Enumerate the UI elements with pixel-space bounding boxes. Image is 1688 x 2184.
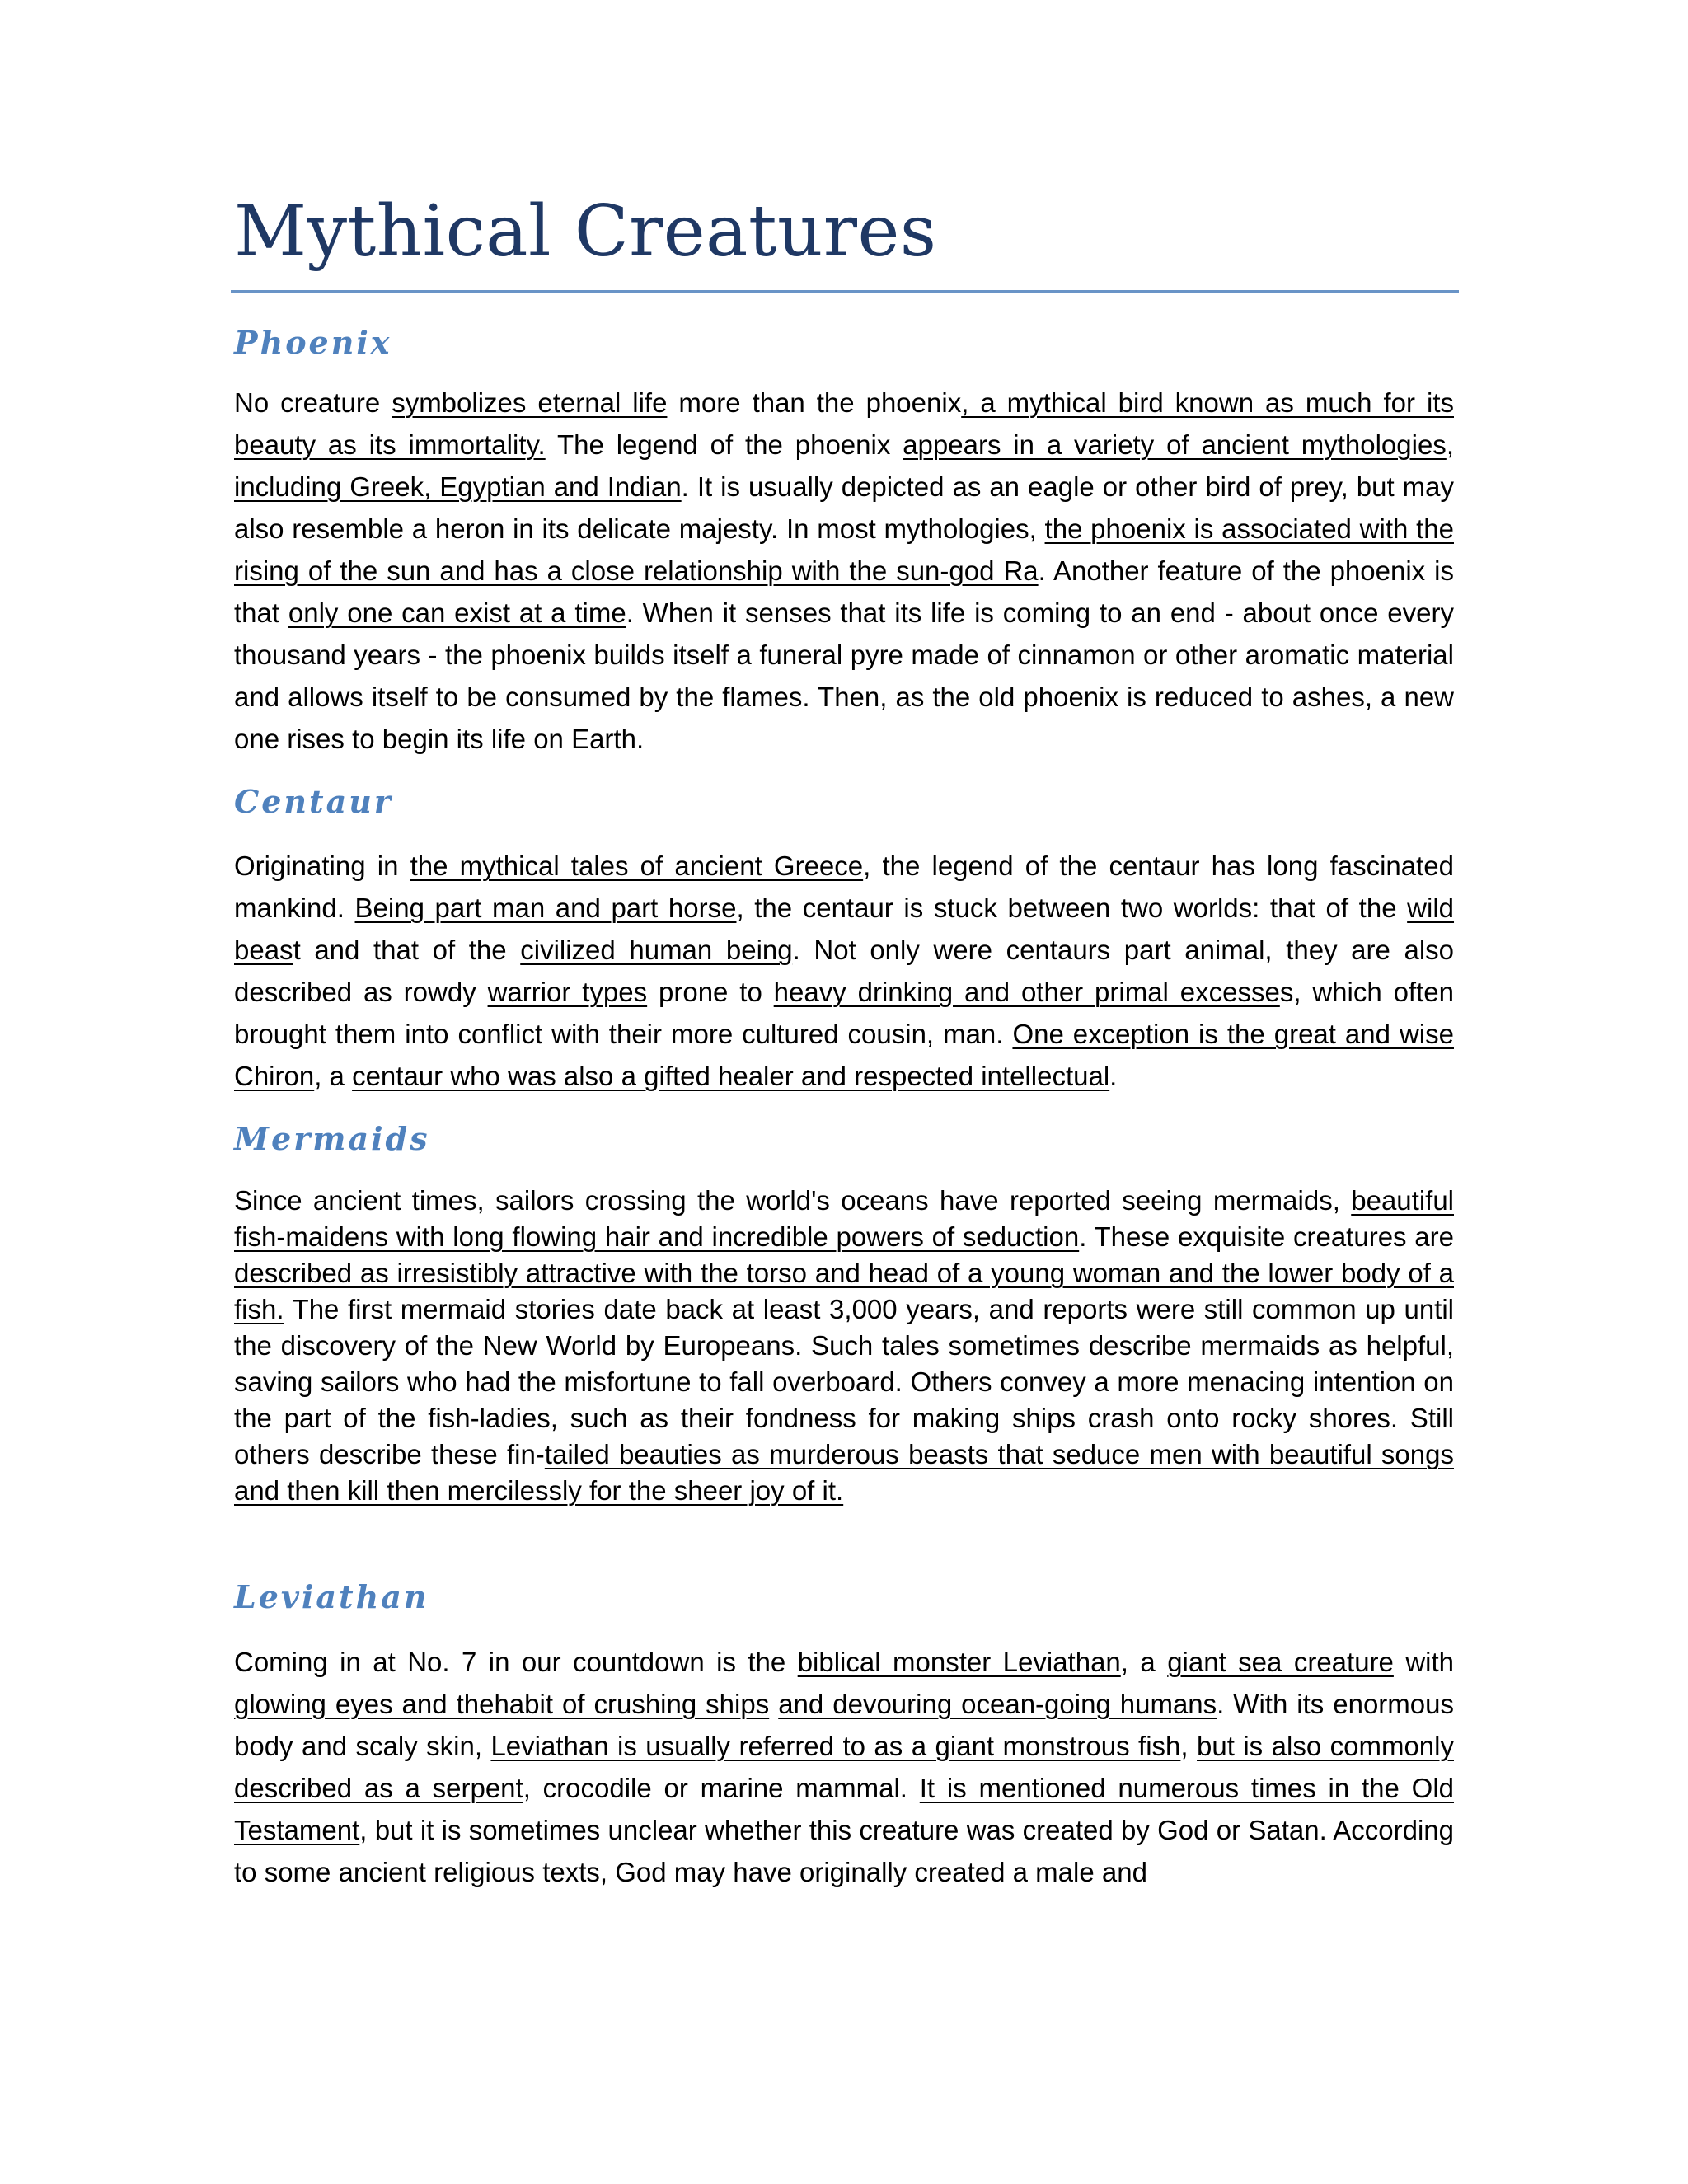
underlined-text-segment: symbolizes eternal life: [392, 387, 668, 418]
underlined-text-segment: described as irresistibly attractive with the torso and head of a young woman and the lower body of a fish.: [234, 1257, 1454, 1324]
underlined-text-segment: beautiful fish-maidens with long flowing hair and incredible powers of seduction: [234, 1184, 1454, 1252]
underlined-text-segment: tailed beauties as murderous beasts that seduce men with beautiful songs and then kill then mercilessly for the sheer joy of it.: [234, 1438, 1454, 1506]
text-segment: t and that of the: [293, 935, 521, 966]
underlined-text-segment: It is mentioned numerous times in the Old Testament: [234, 1772, 1454, 1845]
underlined-text-segment: glowing eyes and thehabit of crushing ships: [234, 1688, 770, 1719]
section-heading-phoenix: Phoenix: [234, 324, 392, 362]
text-segment: s, which often brought them into conflict with their more cultured cousin, man.: [234, 977, 1454, 1050]
text-segment: Since ancient times, sailors crossing the world's oceans have reported seeing mermaids,: [234, 1184, 1352, 1216]
underlined-text-segment: One exception is the great and wise Chiron: [234, 1019, 1454, 1092]
text-segment: . When it senses that its life is coming to an end - about once every thousand years - the phoenix builds itself a funeral pyre made of cinnamon or other aromatic material and allows itself to be consumed by the flames. Then, as the old phoenix is reduced to ashes, a new one rises to begin its life on Earth.: [234, 597, 1454, 754]
underlined-text-segment: wild beas: [234, 893, 1455, 966]
text-segment: ,: [1180, 1730, 1198, 1761]
underlined-text-segment: giant sea creature: [1167, 1646, 1394, 1677]
text-segment: The legend of the phoenix: [545, 429, 903, 460]
underlined-text-segment: including Greek, Egyptian and Indian: [234, 471, 682, 502]
text-segment: , the centaur is stuck between two worlds: that of the: [736, 893, 1408, 924]
section-paragraph-mermaids: [234, 1183, 1454, 1509]
section-heading-centaur: Centaur: [234, 782, 393, 820]
text-segment: more than the phoenix: [667, 387, 962, 418]
underlined-text-segment: heavy drinking and other primal excesse: [773, 977, 1280, 1008]
title-underline-rule: [231, 290, 1459, 293]
section-heading-mermaids: Mermaids: [234, 1120, 430, 1158]
text-segment: [769, 1689, 778, 1719]
underlined-text-segment: the phoenix is associated with the rising of the sun and has a close relationship with the sun-god Ra: [234, 513, 1454, 586]
underlined-text-segment: Being part man and part horse: [354, 893, 737, 924]
text-segment: .: [1109, 1061, 1118, 1092]
text-segment: No creature: [234, 387, 392, 418]
text-segment: , but it is sometimes unclear whether this creature was created by God or Satan. According to some ancient religious texts, God may have originally created a male and: [234, 1814, 1454, 1887]
underlined-text-segment: only one can exist at a time: [288, 597, 626, 628]
text-segment: . With its enormous body and scaly skin,: [234, 1688, 1454, 1761]
text-segment: . Another feature of the phoenix is that: [234, 555, 1454, 628]
text-segment: , a: [314, 1061, 353, 1092]
document-title: Mythical Creatures: [234, 190, 937, 273]
text-segment: , crocodile or marine mammal.: [523, 1772, 920, 1803]
underlined-text-segment: biblical monster Leviathan: [797, 1646, 1121, 1677]
text-segment: The first mermaid stories date back at least 3,000 years, and reports were still common up until the discovery of the New World by Europeans. Such tales sometimes describe mermaids as helpful, saving sailors who had the misfortune to fall overboard. Others convey a more menacing intention on the part of the fish-ladies, such as their fondness for making ships crash onto rocky shores. Still others describe these fin-: [234, 1293, 1454, 1469]
text-segment: , the legend of the centaur has long fascinated mankind.: [234, 851, 1455, 924]
text-segment: . Not only were centaurs part animal, they are also described as rowdy: [234, 935, 1454, 1008]
text-segment: prone to: [647, 977, 774, 1008]
underlined-text-segment: but is also commonly described as a serpent: [234, 1730, 1454, 1803]
underlined-text-segment: , a mythical bird known as much for its beauty as its immortality.: [234, 387, 1454, 460]
text-segment: Originating in: [234, 851, 410, 882]
underlined-text-segment: centaur who was also a gifted healer and respected intellectual: [352, 1061, 1110, 1092]
text-segment: Coming in at No. 7 in our countdown is the: [234, 1646, 798, 1677]
underlined-text-segment: the mythical tales of ancient Greece: [410, 851, 864, 882]
underlined-text-segment: civilized human being: [520, 935, 793, 966]
underlined-text-segment: appears in a variety of ancient mythologies: [903, 429, 1447, 460]
section-heading-leviathan: Leviathan: [234, 1577, 429, 1615]
text-segment: . These exquisite creatures are: [1079, 1221, 1454, 1252]
text-segment: . It is usually depicted as an eagle or other bird of prey, but may also resemble a heron in its delicate majesty. In most mythologies,: [234, 471, 1454, 544]
underlined-text-segment: warrior types: [487, 977, 648, 1008]
text-segment: ,: [1446, 429, 1454, 460]
section-paragraph-phoenix: [234, 382, 1454, 760]
document-body: [234, 190, 1454, 1893]
text-segment: with: [1393, 1646, 1455, 1677]
section-paragraph-leviathan: [234, 1641, 1454, 1893]
section-paragraph-centaur: [234, 845, 1454, 1097]
underlined-text-segment: and devouring ocean-going humans: [778, 1688, 1217, 1719]
text-segment: , a: [1120, 1646, 1168, 1677]
underlined-text-segment: Leviathan is usually referred to as a giant monstrous fish: [490, 1730, 1181, 1761]
